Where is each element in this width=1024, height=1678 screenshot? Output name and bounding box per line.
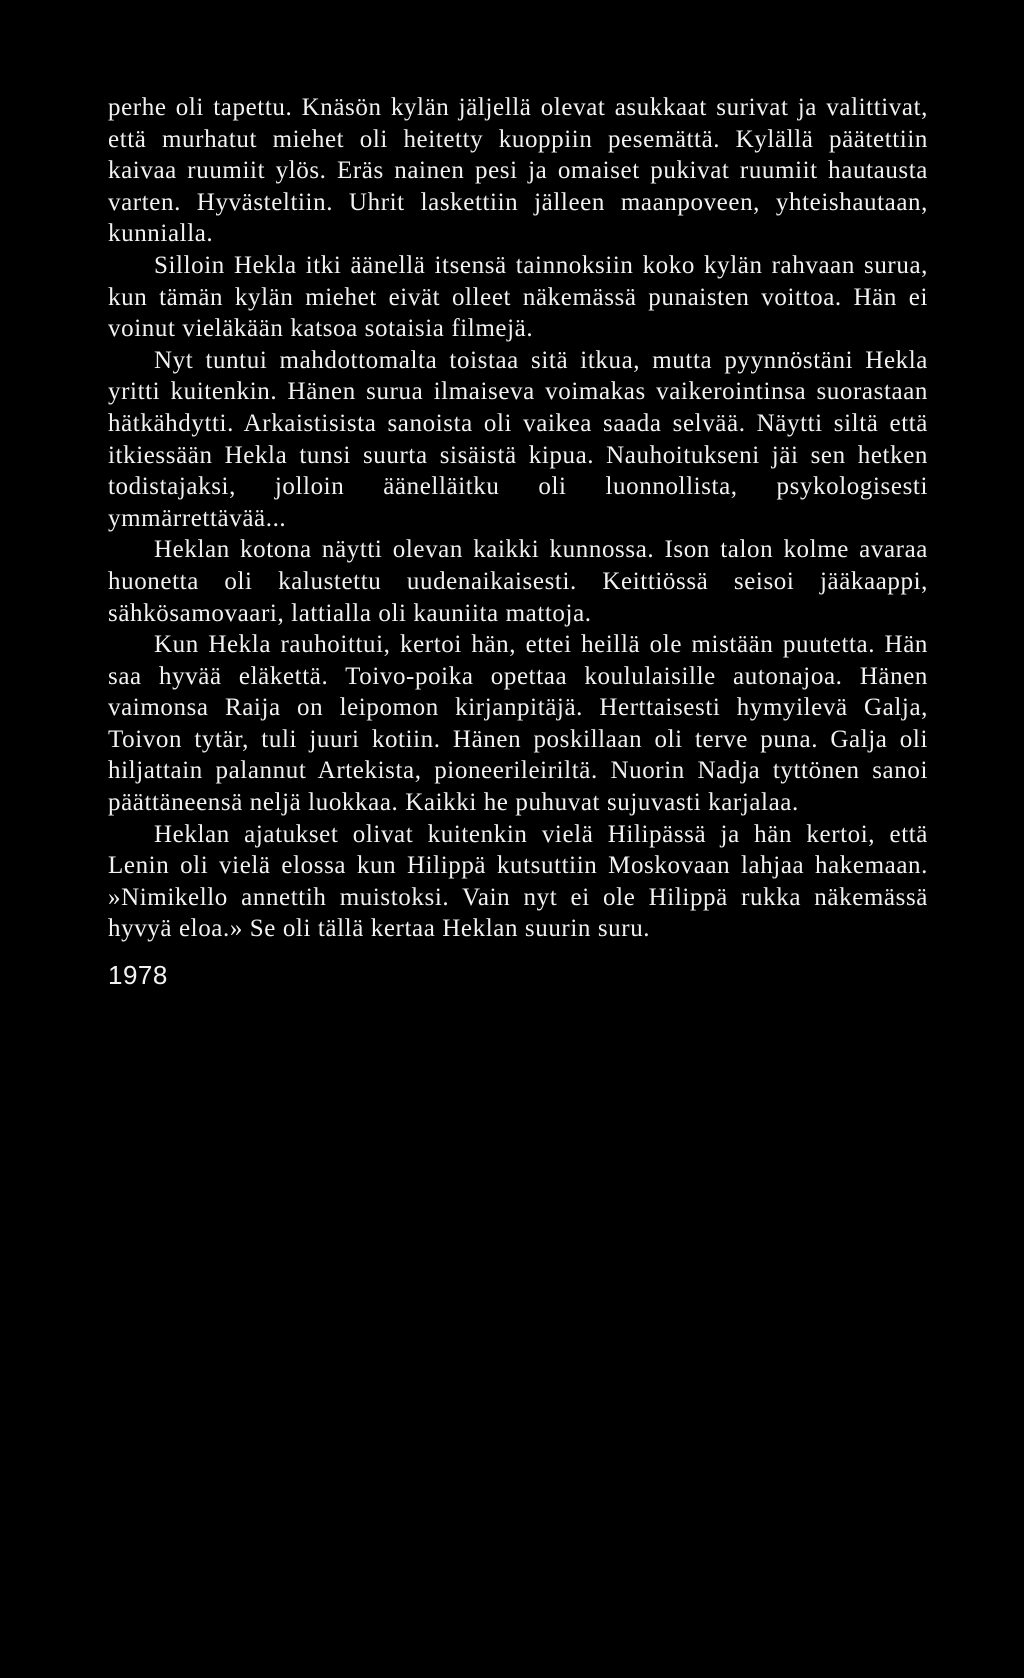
year-label: 1978 [108,960,168,991]
paragraph-2: Silloin Hekla itki äänellä itsensä tainnoksiin koko kylän rahvaan surua, kun tämän kylän miehet eivät olleet näkemässä punaisten voittoa. Hän ei voinut vieläkään katsoa sotaisia filmejä. [108,251,928,343]
paragraph-6: Heklan ajatukset olivat kuitenkin vielä Hilipässä ja hän kertoi, että Lenin oli vielä elossa kun Hilippä kutsuttiin Moskovaan lahjaa hakemaan. »Nimikello annettih muistoksi. Vain nyt ei ole Hilippä rukka näkemässä hyvyä eloa.» Se oli tällä kertaa Heklan suurin suru. [108,820,928,943]
paragraph-1: perhe oli tapettu. Knäsön kylän jäljellä olevat asukkaat surivat ja valittivat, että murhatut miehet oli heitetty kuoppiin pesemättä. Kylällä päätettiin kaivaa ruumiit ylös. Eräs nainen pesi ja omaiset pukivat ruumiit hautausta varten. Hyvästeltiin. Uhrit laskettiin jälleen maanpoveen, yhteishautaan, kunnialla. [108,94,928,248]
paragraph-5: Kun Hekla rauhoittui, kertoi hän, ettei heillä ole mistään puutetta. Hän saa hyvää eläkettä. Toivo-poika opettaa koululaisille autonajoa. Hänen vaimonsa Raija on leipomon kirjanpitäjä. Herttaisesti hymyilevä Galja, Toivon tytär, tuli juuri kotiin. Hänen poskillaan oli terve puna. Galja oli hiljattain palannut Artekista, pioneerileiriltä. Nuorin Nadja tyttönen sanoi päättäneensä neljä luokkaa. Kaikki he puhuvat sujuvasti karjalaa. [108,631,928,817]
paragraph-3: Nyt tuntui mahdottomalta toistaa sitä itkua, mutta pyynnöstäni Hekla yritti kuitenkin. Hänen surua ilmaiseva voimakas vaikerointinsa suorastaan hätkähdytti. Arkaistisista sanoista oli vaikea saada selvää. Näytti siltä että itkiessään Hekla tunsi suurta sisäistä kipua. Nauhoitukseni jäi sen hetken todistajaksi, jolloin äänelläitku oli luonnollista, psykologisesti ymmärrettävää... [108,346,928,532]
document-page [108,92,928,991]
paragraph-4: Heklan kotona näytti olevan kaikki kunnossa. Ison talon kolme avaraa huonetta oli kalustettu uudenaikaisesti. Keittiössä seisoi jääkaappi, sähkösamovaari, lattialla oli kauniita mattoja. [108,536,928,627]
